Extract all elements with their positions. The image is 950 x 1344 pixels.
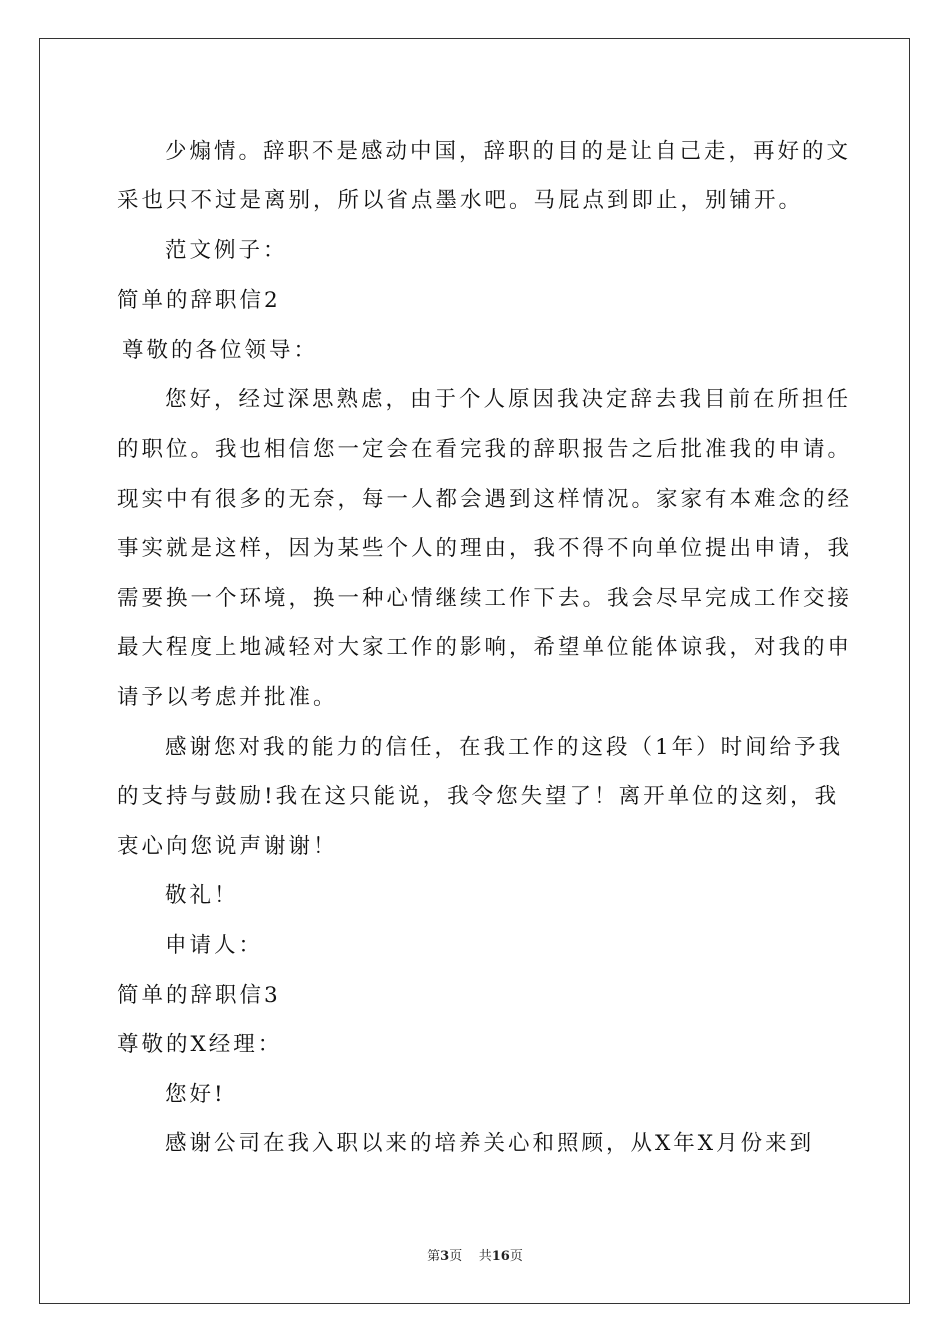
page-border (39, 38, 910, 1304)
paragraph-line: 的职位。我也相信您一定会在看完我的辞职报告之后批准我的申请。 (117, 437, 853, 462)
paragraph-line: 您好，经过深思熟虑，由于个人原因我决定辞去我目前在所担任 (165, 387, 852, 412)
page-prefix: 第 (427, 1249, 441, 1264)
paragraph-line: 少煽情。辞职不是感动中国，辞职的目的是让自己走，再好的文 (165, 139, 852, 164)
section-heading: 简单的辞职信3 (117, 983, 281, 1008)
paragraph-line: 的支持与鼓励!我在这只能说，我令您失望了！离开单位的这刻，我 (117, 784, 840, 809)
paragraph-line: 事实就是这样，因为某些个人的理由，我不得不向单位提出申请，我 (117, 536, 853, 561)
paragraph-line: 请予以考虑并批准。 (117, 685, 338, 710)
paragraph-line: 范文例子： (165, 238, 288, 263)
paragraph-line: 感谢您对我的能力的信任，在我工作的这段（1年）时间给予我 (165, 735, 844, 760)
paragraph-line: 感谢公司在我入职以来的培养关心和照顾，从X年X月份来到 (165, 1131, 815, 1156)
greeting-line: 您好! (165, 1082, 226, 1107)
total-suffix: 页 (509, 1249, 523, 1264)
paragraph-line: 现实中有很多的无奈，每一人都会遇到这样情况。家家有本难念的经 (117, 487, 853, 512)
total-prefix: 共 (478, 1249, 492, 1264)
salutation: 尊敬的X经理： (117, 1032, 283, 1057)
closing-line: 敬礼！ (165, 883, 239, 908)
page-suffix: 页 (449, 1249, 463, 1264)
paragraph-line: 最大程度上地减轻对大家工作的影响，希望单位能体谅我，对我的申 (117, 635, 853, 660)
section-heading: 简单的辞职信2 (117, 288, 281, 313)
paragraph-line: 采也只不过是离别，所以省点墨水吧。马屁点到即止，别铺开。 (117, 188, 804, 213)
signature-line: 申请人： (165, 933, 264, 958)
page-number: 3 (440, 1249, 450, 1264)
salutation: 尊敬的各位领导： (122, 338, 319, 363)
paragraph-line: 衷心向您说声谢谢！ (117, 834, 338, 859)
paragraph-line: 需要换一个环境，换一种心情继续工作下去。我会尽早完成工作交接 (117, 586, 853, 611)
total-pages: 16 (491, 1249, 510, 1264)
page-footer (0, 1248, 950, 1266)
